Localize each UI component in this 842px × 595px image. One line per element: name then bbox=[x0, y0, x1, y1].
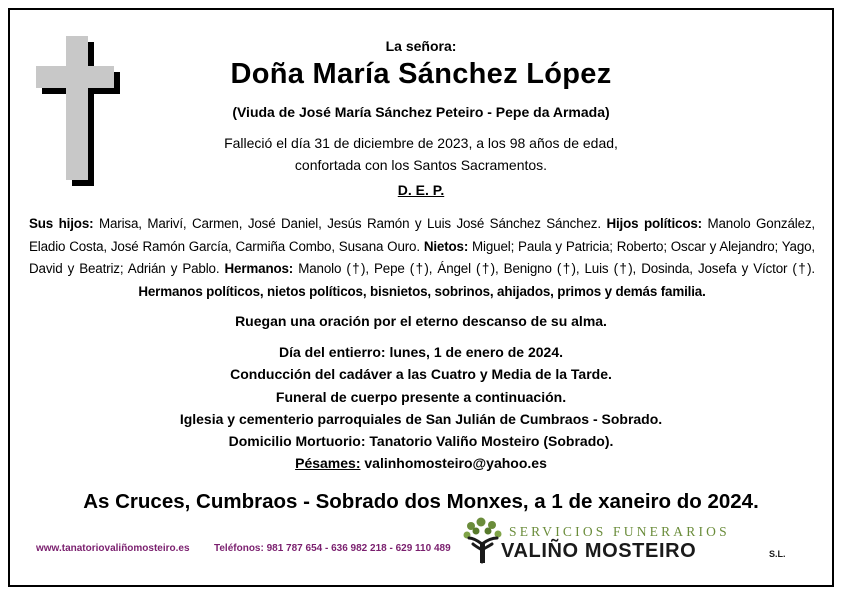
nietos-text: Miguel; Paula y Patricia; Roberto; Oscar y Alejandro; Yago, David y Beatriz; Adrián y Pablo. bbox=[29, 238, 815, 277]
logo-company-name: VALIÑO MOSTEIRO bbox=[501, 540, 697, 562]
hermanos-text: Manolo (†), Pepe (†), Ángel (†), Benigno (†), Luis (†), Dosinda, Josefa y Víctor (†). bbox=[293, 261, 815, 277]
deceased-name: Doña María Sánchez López bbox=[230, 58, 612, 90]
widow-of-line: (Viuda de José María Sánchez Peteiro - Pepe da Armada) bbox=[232, 104, 610, 120]
death-line-2: confortada con los Santos Sacramentos. bbox=[294, 157, 548, 173]
nietos-label: Nietos: bbox=[423, 238, 469, 254]
conduction-line: Conducción del cadáver a las Cuatro y Media de la Tarde. bbox=[230, 366, 612, 383]
hermanos-label: Hermanos: bbox=[224, 261, 294, 277]
logo-services-text: SERVICIOS FUNERARIOS bbox=[509, 524, 730, 539]
tree-icon bbox=[461, 516, 505, 564]
website-link[interactable]: www.tanatoriovaliñomosteiro.es bbox=[36, 543, 190, 554]
family-paragraph bbox=[29, 213, 815, 303]
intro-label: La señora: bbox=[385, 38, 457, 54]
hijos-label: Sus hijos: bbox=[29, 216, 94, 231]
church-line: Iglesia y cementerio parroquiales de San Julián de Cumbraos - Sobrado. bbox=[179, 410, 663, 427]
hijos-text: Marisa, Mariví, Carmen, José Daniel, Jesús Ramón y Luis José Sánchez Sánchez. bbox=[93, 216, 607, 231]
prayer-line: Ruegan una oración por el eterno descanso de su alma. bbox=[235, 313, 607, 329]
pesames-email[interactable]: valinhomosteiro@yahoo.es bbox=[360, 455, 547, 472]
funeral-details bbox=[0, 341, 842, 475]
dep-label: D. E. P. bbox=[397, 182, 445, 198]
pesames-label: Pésames: bbox=[295, 455, 361, 472]
company-logo bbox=[461, 516, 807, 564]
logo-suffix: S.L. bbox=[769, 549, 786, 559]
mass-line: Funeral de cuerpo presente a continuación. bbox=[275, 388, 567, 405]
burial-line: Día del entierro: lunes, 1 de enero de 2024. bbox=[279, 344, 563, 360]
home-line: Domicilio Mortuorio: Tanatorio Valiño Mosteiro (Sobrado). bbox=[228, 433, 614, 450]
politicos-label: Hijos políticos: bbox=[606, 216, 702, 231]
death-line-1: Falleció el día 31 de diciembre de 2023, a los 98 años de edad, bbox=[224, 135, 618, 151]
rest-of-family: Hermanos políticos, nietos políticos, bisnietos, sobrinos, ahijados, primos y demás familia. bbox=[138, 283, 706, 299]
phone-numbers: Teléfonos: 981 787 654 - 636 982 218 - 629 110 489 bbox=[214, 543, 451, 554]
pesames-line bbox=[0, 452, 842, 474]
place-date-line: As Cruces, Cumbraos - Sobrado dos Monxes, a 1 de xaneiro do 2024. bbox=[83, 490, 759, 513]
politicos-text: Manolo González, Eladio Costa, José Ramón García, Carmiña Combo, Susana Ouro. bbox=[29, 216, 815, 254]
